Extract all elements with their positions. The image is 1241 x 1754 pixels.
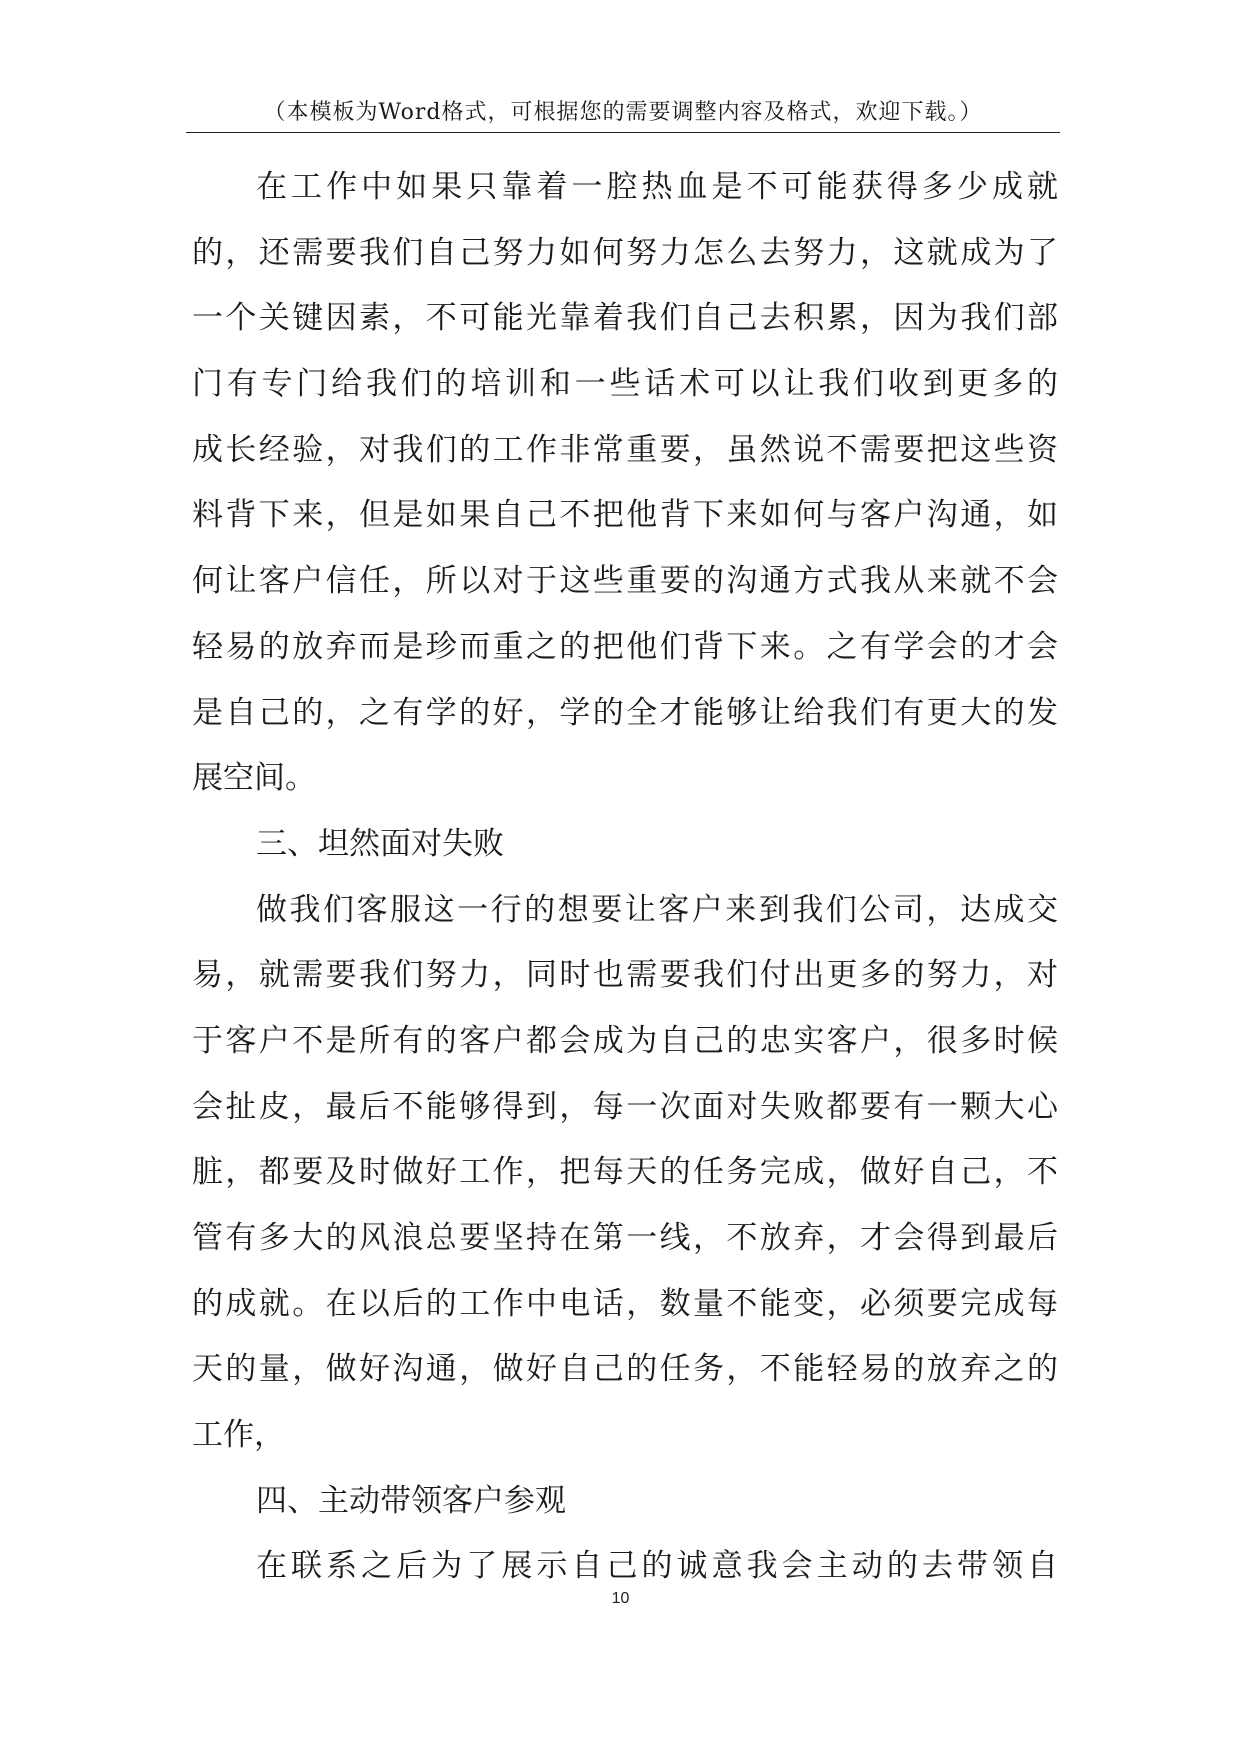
- paragraph-line: 工作，: [192, 1417, 285, 1454]
- paragraph-line: 轻易的放弃而是珍而重之的把他们背下来。之有学会的才会: [192, 628, 1058, 665]
- paragraph-line: 在工作中如果只靠着一腔热血是不可能获得多少成就: [256, 169, 1058, 205]
- paragraph-line: 脏，都要及时做好工作，把每天的任务完成，做好自己，不: [192, 1154, 1058, 1191]
- paragraph-line: 展空间。: [192, 760, 316, 797]
- template-notice: （本模板为Word格式，可根据您的需要调整内容及格式，欢迎下载。）: [263, 100, 983, 125]
- paragraph-line: 何让客户信任，所以对于这些重要的沟通方式我从来就不会: [192, 563, 1058, 600]
- paragraph-line: 天的量，做好沟通，做好自己的任务，不能轻易的放弃之的: [192, 1351, 1058, 1388]
- paragraph-line: 是自己的，之有学的好，学的全才能够让给我们有更大的发: [192, 694, 1058, 731]
- paragraph-line: 做我们客服这一行的想要让客户来到我们公司，达成交: [256, 891, 1058, 928]
- paragraph-line: 在联系之后为了展示自己的诚意我会主动的去带领自: [256, 1548, 1058, 1585]
- paragraph-line: 门有专门给我们的培训和一些话术可以让我们收到更多的: [192, 366, 1058, 403]
- document-body: [192, 155, 1058, 1600]
- header-divider: [186, 132, 1060, 133]
- paragraph-line: 的成就。在以后的工作中电话，数量不能变，必须要完成每: [192, 1285, 1058, 1322]
- paragraph-line: 料背下来，但是如果自己不把他背下来如何与客户沟通，如: [192, 497, 1058, 534]
- paragraph-line: 管有多大的风浪总要坚持在第一线，不放弃，才会得到最后: [192, 1220, 1058, 1256]
- page-number: 10: [611, 1590, 630, 1607]
- paragraph-line: 一个关键因素，不可能光靠着我们自己去积累，因为我们部: [192, 300, 1058, 337]
- paragraph-line: 会扯皮，最后不能够得到，每一次面对失败都要有一颗大心: [192, 1088, 1058, 1125]
- paragraph-line: 的，还需要我们自己努力如何努力怎么去努力，这就成为了: [192, 234, 1058, 271]
- section-heading: 四、主动带领客户参观: [256, 1482, 566, 1519]
- paragraph-line: 于客户不是所有的客户都会成为自己的忠实客户，很多时候: [192, 1022, 1058, 1059]
- paragraph-line: 成长经验，对我们的工作非常重要，虽然说不需要把这些资: [192, 431, 1058, 468]
- section-heading: 三、坦然面对失败: [256, 825, 504, 862]
- paragraph-line: 易，就需要我们努力，同时也需要我们付出更多的努力，对: [192, 957, 1058, 994]
